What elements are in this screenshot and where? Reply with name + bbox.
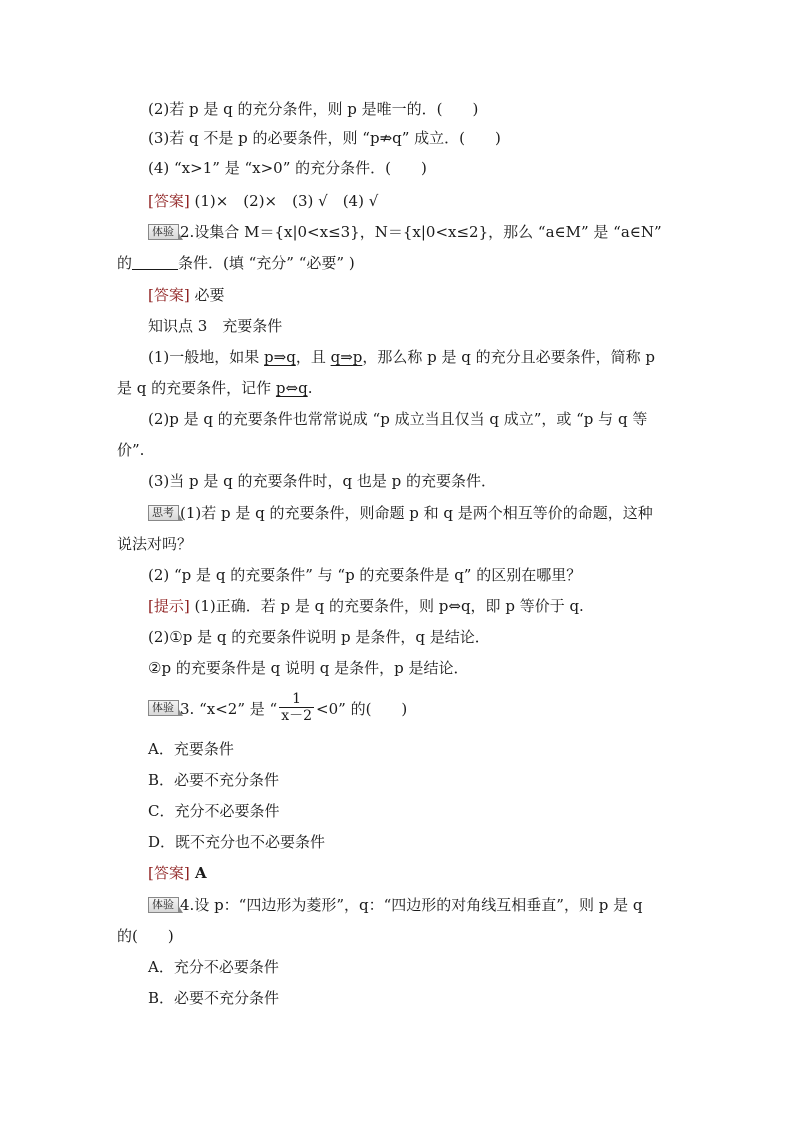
experience-4: 体验 4.设 p：“四边形为菱形”，q：“四边形的对角线互相垂直”，则 p 是 q xyxy=(148,895,642,915)
experience-2-line-2: 的 条件．(填 “充分” “必要” ) xyxy=(117,254,355,272)
answer-2: [答案] 必要 xyxy=(148,286,225,304)
experience-tag: 体验 xyxy=(148,700,179,716)
experience-3: 体验 3. “x<2” 是 “ $\frac{1}{x-2}$ <0” 的( ) xyxy=(148,688,407,728)
answer-3: [答案] A xyxy=(148,864,207,882)
fraction: $\frac{1}{x-2}$ xyxy=(281,690,313,724)
kp3-item-1-line-2: 是 q 的充要条件，记作 p⇔q. xyxy=(117,379,313,397)
think-question-1-line-2: 说法对吗？ xyxy=(117,535,193,553)
kp3-item-2: (2)p 是 q 的充要条件也常常说成 “p 成立当且仅当 q 成立”，或 “p 与 q 等 xyxy=(148,410,648,428)
knowledge-point-3-heading: 知识点 3 充要条件 xyxy=(148,317,283,335)
kp3-item-3: (3)当 p 是 q 的充要条件时，q 也是 p 的充要条件． xyxy=(148,472,497,490)
experience-tag: 体验 xyxy=(148,897,179,913)
experience-4-line-2: 的( ) xyxy=(117,927,174,945)
kp3-item-2-line-2: 价”. xyxy=(117,441,145,459)
option-D: D．既不充分也不必要条件 xyxy=(148,833,326,851)
think-question-1: 思考 (1)若 p 是 q 的充要条件，则命题 p 和 q 是两个相互等价的命题，这种 xyxy=(148,503,653,523)
experience-2: 体验 2.设集合 M＝{x|0<x≤3}，N＝{x|0<x≤2}，那么 “a∈M” 是 “a∈N” xyxy=(148,222,662,242)
kp3-item-1: (1)一般地，如果 p⇒q，且 q⇒p，那么称 p 是 q 的充分且必要条件，简称 p xyxy=(148,348,656,366)
option-C: C．充分不必要条件 xyxy=(148,802,280,820)
statement-2: (2)若 p 是 q 的充分条件，则 p 是唯一的．( ) xyxy=(148,100,479,118)
option-4B: B．必要不充分条件 xyxy=(148,989,280,1007)
option-4A: A．充分不必要条件 xyxy=(148,958,279,976)
experience-tag: 体验 xyxy=(148,224,179,240)
option-B: B．必要不充分条件 xyxy=(148,771,280,789)
hint-label: [提示] xyxy=(148,597,190,615)
fill-blank xyxy=(132,255,178,270)
answer-label: [答案] xyxy=(148,286,190,304)
hint-1: [提示] (1)正确．若 p 是 q 的充要条件，则 p⇔q，即 p 等价于 q. xyxy=(148,597,584,615)
answer-1: [答案] (1)× (2)× (3) √ (4) √ xyxy=(148,192,379,210)
think-question-2: (2) “p 是 q 的充要条件” 与 “p 的充要条件是 q” 的区别在哪里？ xyxy=(148,566,582,584)
hint-3: ②p 的充要条件是 q 说明 q 是条件，p 是结论． xyxy=(148,659,469,677)
answer-label: [答案] xyxy=(148,192,190,210)
option-A: A．充要条件 xyxy=(148,740,234,758)
statement-4: (4) “x>1” 是 “x>0” 的充分条件．( ) xyxy=(148,159,427,177)
think-tag: 思考 xyxy=(148,505,179,521)
hint-2: (2)①p 是 q 的充要条件说明 p 是条件，q 是结论． xyxy=(148,628,490,646)
answer-label: [答案] xyxy=(148,864,190,882)
statement-3: (3)若 q 不是 p 的必要条件，则 “p⇏q” 成立．( ) xyxy=(148,129,501,147)
